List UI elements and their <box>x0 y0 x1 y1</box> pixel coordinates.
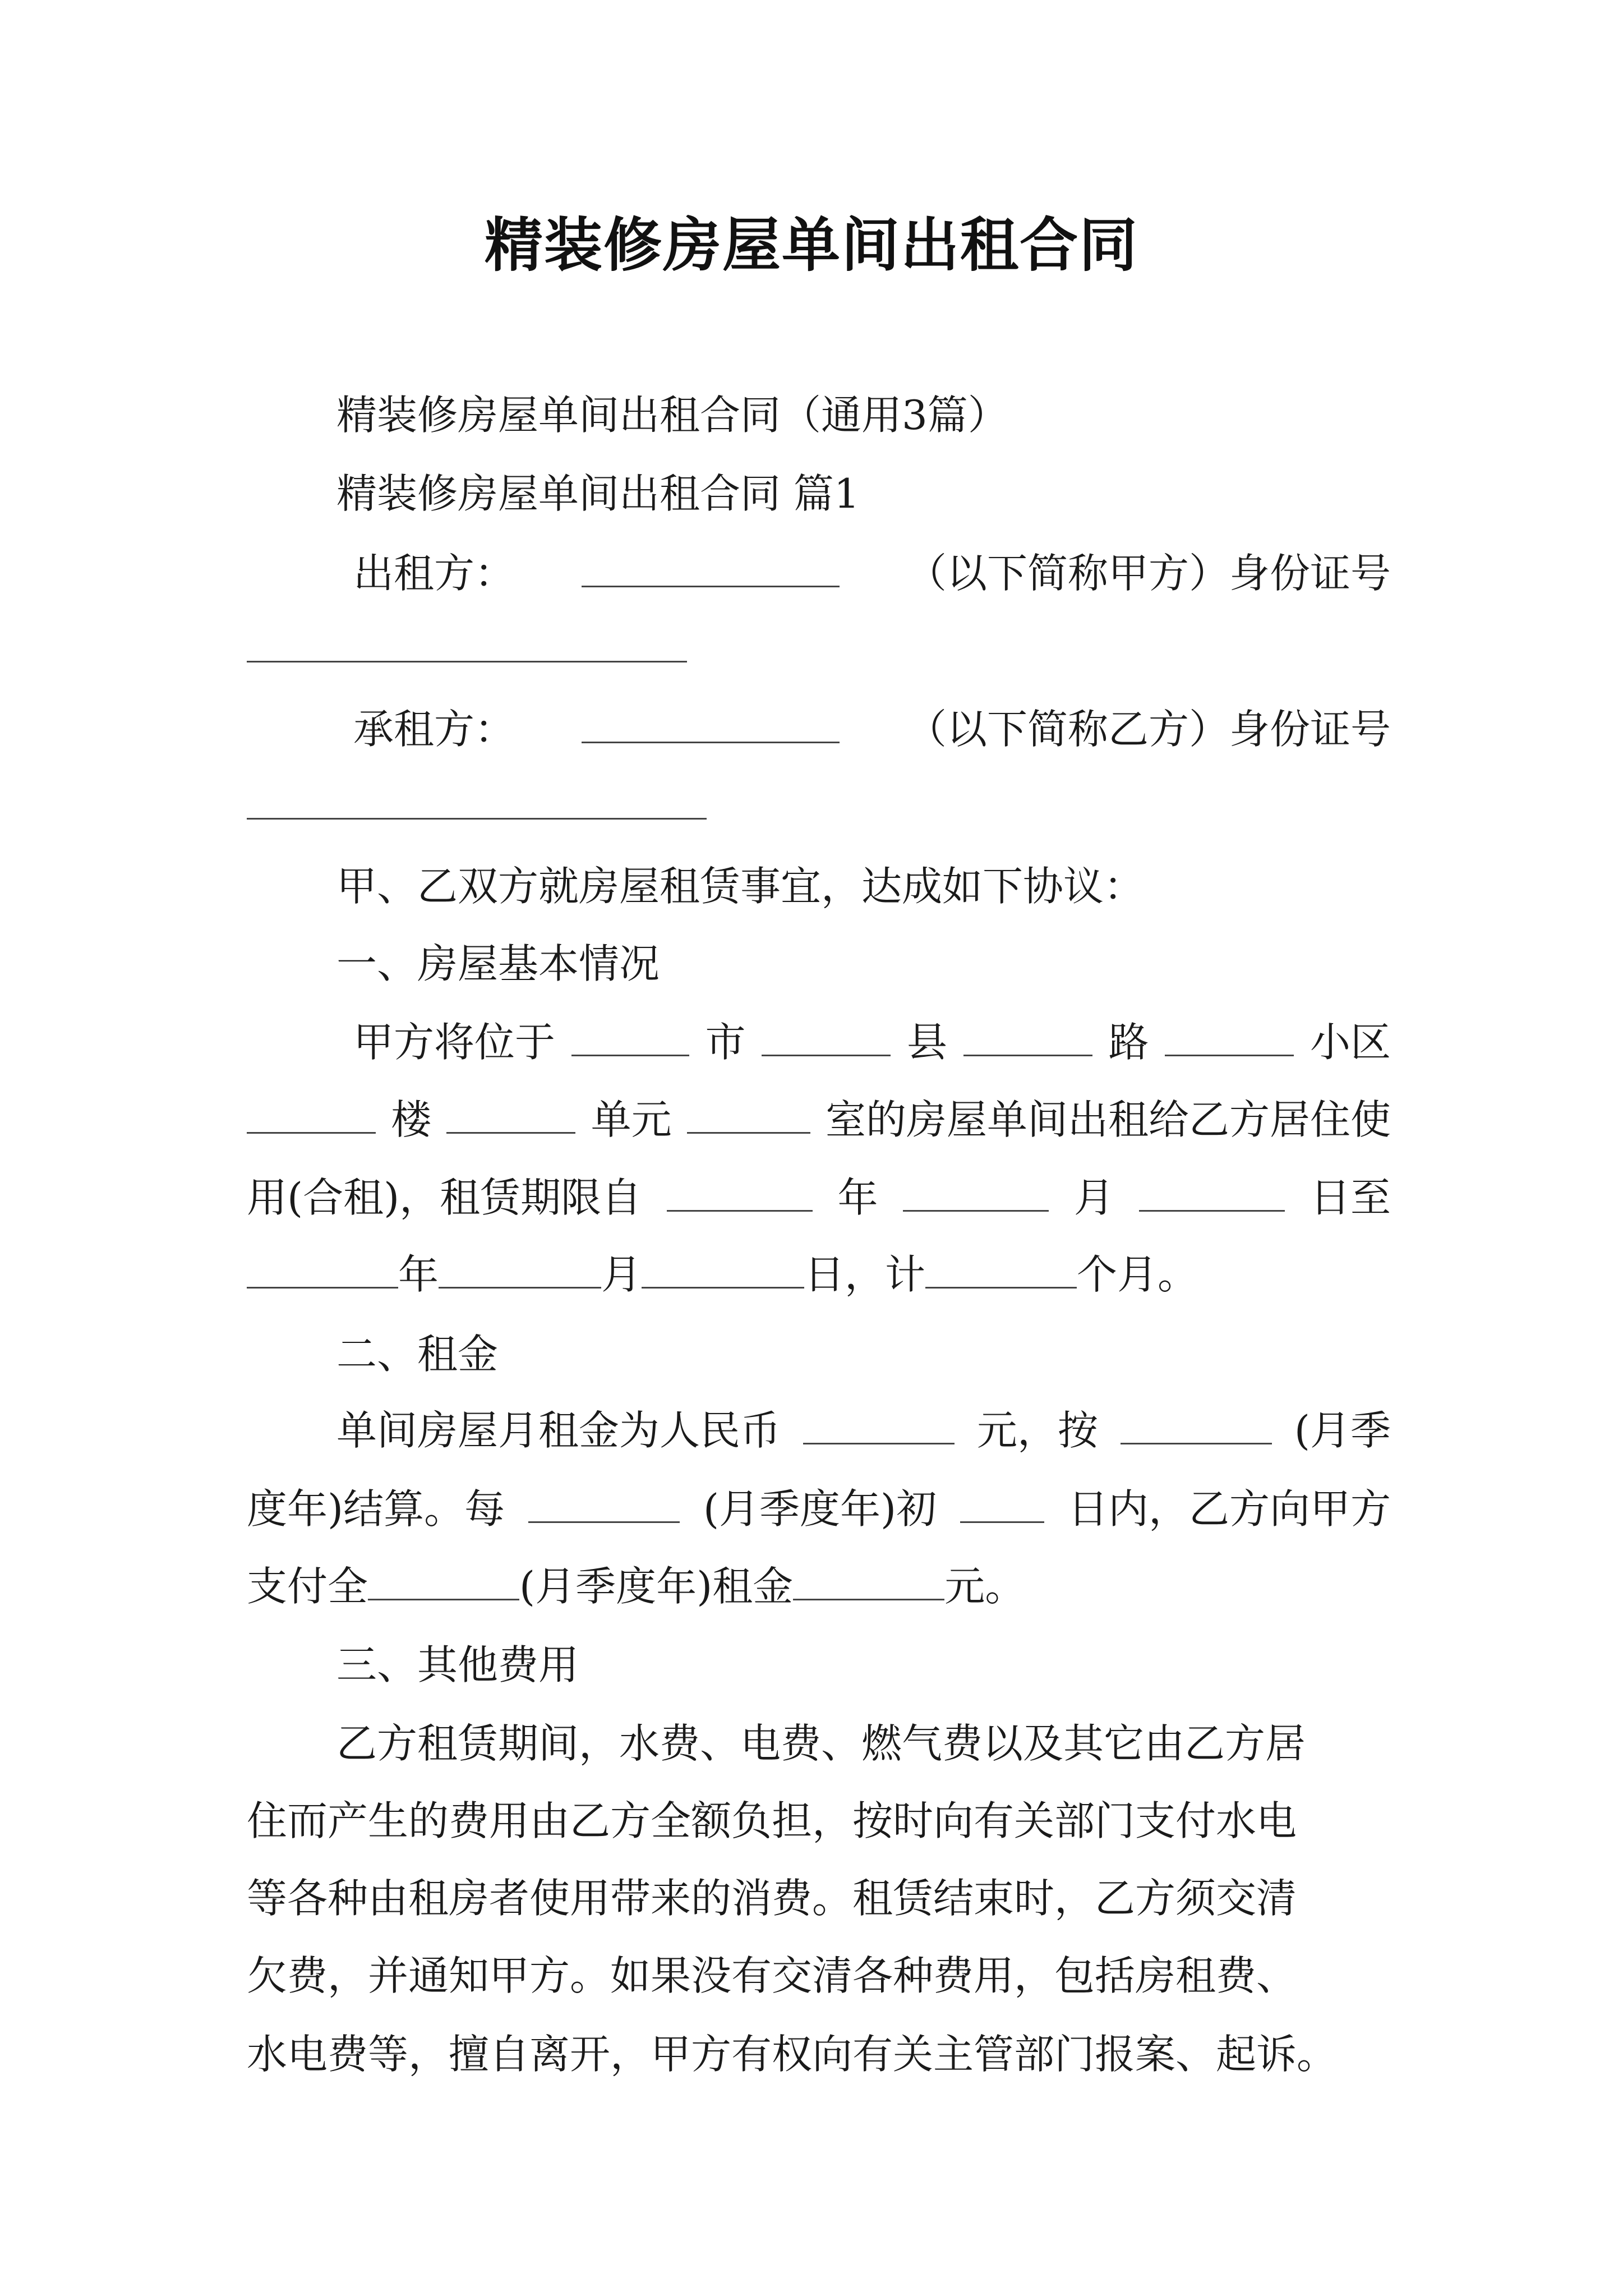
district-blank <box>1165 1014 1294 1056</box>
payment-days-blank <box>960 1481 1044 1523</box>
s1-room-text: 室的房屋单间出租给乙方居住使 <box>825 1096 1391 1143</box>
end-year-blank <box>247 1246 398 1289</box>
s1-month-1: 月 <box>1073 1174 1114 1221</box>
s1-district: 小区 <box>1310 1019 1391 1066</box>
s1-county: 县 <box>906 1019 947 1066</box>
s2-l3-b: (月季度年)租金 <box>519 1563 794 1610</box>
start-month-blank <box>903 1170 1049 1212</box>
s2-l1-a: 单间房屋月租金为人民币 <box>336 1407 781 1454</box>
lessor-suffix: （以下简称甲方）身份证号 <box>906 550 1391 597</box>
lessee-id-blank <box>247 818 707 820</box>
s1-unit: 单元 <box>591 1096 672 1143</box>
s1-line-1 <box>247 1014 1391 1070</box>
county-blank <box>762 1014 891 1056</box>
s1-building: 楼 <box>391 1096 432 1143</box>
unit-blank <box>446 1092 575 1134</box>
lessee-label: 承租方： <box>353 706 515 753</box>
section-3-heading: 三、其他费用 <box>336 1641 579 1688</box>
lessor-label: 出租方： <box>353 550 515 597</box>
s1-road: 路 <box>1108 1019 1149 1066</box>
s1-line-4 <box>247 1246 1391 1303</box>
start-year-blank <box>667 1170 813 1212</box>
lessee-line <box>247 701 1391 757</box>
s1-day-count: 日，计 <box>804 1251 926 1298</box>
s3-line-3: 等各种由租房者使用带来的消费。租赁结束时，乙方须交清 <box>247 1875 1297 1922</box>
s2-l3-a: 支付全 <box>247 1563 368 1610</box>
section-1-heading: 一、房屋基本情况 <box>336 940 660 987</box>
s1-year-1: 年 <box>837 1174 878 1221</box>
s2-l2-a: 度年)结算。每 <box>247 1485 505 1533</box>
s1-line-3 <box>247 1170 1391 1226</box>
lessor-id-blank <box>247 661 687 662</box>
lessee-suffix: （以下简称乙方）身份证号 <box>906 706 1391 753</box>
s3-line-4: 欠费，并通知甲方。如果没有交清各种费用，包括房租费、 <box>247 1952 1297 1999</box>
payment-period-blank <box>528 1481 680 1523</box>
end-day-blank <box>642 1246 804 1289</box>
s1-months-end: 个月。 <box>1077 1251 1198 1298</box>
s2-l2-b: (月季度年)初 <box>703 1485 937 1533</box>
lessor-name-blank <box>582 545 840 587</box>
s2-line-2 <box>247 1481 1391 1537</box>
months-count-blank <box>925 1246 1077 1289</box>
road-blank <box>963 1014 1092 1056</box>
s1-use-text: 用(合租)，租赁期限自 <box>247 1174 642 1221</box>
end-month-blank <box>439 1246 601 1289</box>
s1-start: 甲方将位于 <box>353 1019 556 1066</box>
rent-amount-blank <box>793 1558 944 1600</box>
s2-line-3 <box>247 1558 1391 1614</box>
s1-month-2: 月 <box>601 1251 642 1298</box>
s2-line-1 <box>247 1402 1391 1458</box>
monthly-rent-blank <box>803 1402 955 1444</box>
s2-l2-c: 日内，乙方向甲方 <box>1067 1485 1391 1533</box>
document-subtitle: 精装修房屋单间出租合同（通用3篇） <box>336 392 1008 439</box>
s1-city: 市 <box>705 1019 746 1066</box>
s2-l1-b: 元，按 <box>976 1407 1098 1454</box>
s1-day-to: 日至 <box>1310 1174 1391 1221</box>
room-blank <box>687 1092 810 1134</box>
s1-line-2 <box>247 1092 1391 1148</box>
lessee-name-blank <box>582 701 840 743</box>
start-day-blank <box>1139 1170 1285 1212</box>
settlement-period-blank <box>1121 1402 1272 1444</box>
document-title: 精装修房屋单间出租合同 <box>484 211 1138 279</box>
s2-l3-c: 元。 <box>944 1563 1026 1610</box>
city-blank <box>571 1014 689 1056</box>
full-period-blank <box>368 1558 519 1600</box>
lessor-line <box>247 545 1391 601</box>
s1-year-2: 年 <box>398 1251 439 1298</box>
s2-l1-c: (月季 <box>1294 1407 1391 1454</box>
intro-paragraph: 甲、乙双方就房屋租赁事宜，达成如下协议： <box>336 863 1145 910</box>
building-blank <box>247 1092 376 1134</box>
s3-line-2: 住而产生的费用由乙方全额负担，按时向有关部门支付水电 <box>247 1797 1297 1844</box>
section-heading: 精装修房屋单间出租合同 篇1 <box>336 470 860 517</box>
s3-line-1: 乙方租赁期间，水费、电费、燃气费以及其它由乙方居 <box>336 1720 1306 1767</box>
s3-line-5: 水电费等，擅自离开，甲方有权向有关主管部门报案、起诉。 <box>247 2031 1338 2078</box>
section-2-heading: 二、租金 <box>336 1331 499 1378</box>
